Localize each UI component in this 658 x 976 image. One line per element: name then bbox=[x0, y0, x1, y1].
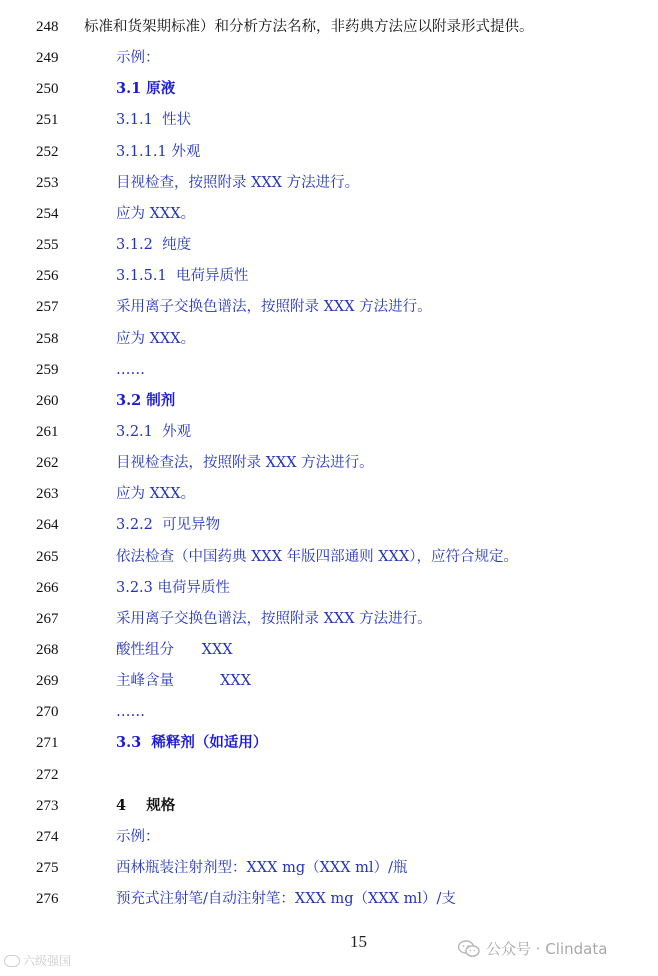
page-number: 15 bbox=[350, 932, 367, 951]
line-text: …… bbox=[116, 704, 145, 721]
line-text: 主峰含量 XXX bbox=[116, 673, 252, 690]
line-number: 262 bbox=[36, 455, 59, 472]
document-line bbox=[0, 140, 658, 164]
document-line bbox=[0, 856, 658, 880]
document-line bbox=[0, 420, 658, 444]
document-line bbox=[0, 451, 658, 475]
line-number: 255 bbox=[36, 237, 59, 254]
line-number: 266 bbox=[36, 579, 59, 596]
document-line bbox=[0, 264, 658, 288]
document-line bbox=[0, 389, 658, 413]
line-number: 248 bbox=[36, 19, 59, 35]
document-line bbox=[0, 171, 658, 195]
document-line bbox=[0, 46, 658, 70]
line-number: 273 bbox=[36, 797, 59, 814]
line-text: 示例： bbox=[116, 50, 160, 67]
document-line bbox=[0, 794, 658, 818]
line-number: 275 bbox=[36, 860, 59, 877]
line-text: 3.1.1 性状 bbox=[116, 112, 192, 129]
line-text: 3.1.2 纯度 bbox=[116, 237, 192, 254]
line-text: 应为 XXX。 bbox=[116, 330, 196, 347]
loop-logo-icon bbox=[4, 955, 20, 967]
line-number: 253 bbox=[36, 174, 59, 191]
line-number: 258 bbox=[36, 330, 59, 347]
line-number: 269 bbox=[36, 673, 59, 690]
line-number: 265 bbox=[36, 548, 59, 565]
line-text: 3.1.5.1 电荷异质性 bbox=[116, 268, 249, 285]
line-number: 254 bbox=[36, 205, 59, 222]
document-line bbox=[0, 825, 658, 849]
document-line bbox=[0, 482, 658, 506]
line-number: 263 bbox=[36, 486, 59, 503]
line-number: 257 bbox=[36, 299, 59, 316]
line-text: 应为 XXX。 bbox=[116, 486, 196, 503]
line-text: 标准和货架期标准）和分析方法名称，非药典方法应以附录形式提供。 bbox=[84, 19, 534, 35]
line-number: 276 bbox=[36, 891, 59, 908]
line-number: 268 bbox=[36, 642, 59, 658]
document-line bbox=[0, 700, 658, 724]
watermark-right bbox=[458, 938, 607, 959]
document-line bbox=[0, 669, 658, 693]
line-number: 260 bbox=[36, 392, 59, 409]
line-number: 264 bbox=[36, 517, 59, 534]
document-line bbox=[0, 545, 658, 569]
document-line bbox=[0, 607, 658, 631]
line-text: 西林瓶装注射剂型：XXX mg（XXX ml）/瓶 bbox=[116, 860, 408, 877]
section-heading: 3.2 制剂 bbox=[116, 391, 176, 409]
document-line bbox=[0, 108, 658, 132]
line-number: 261 bbox=[36, 423, 59, 440]
document-line bbox=[0, 731, 658, 755]
line-number: 271 bbox=[36, 735, 59, 752]
watermark-left bbox=[4, 952, 71, 969]
document-line bbox=[0, 513, 658, 537]
line-text: 酸性组分 XXX bbox=[116, 642, 233, 658]
line-text: 采用离子交换色谱法，按照附录 XXX 方法进行。 bbox=[116, 299, 432, 316]
document-line bbox=[0, 233, 658, 257]
line-number: 270 bbox=[36, 704, 59, 721]
document-line bbox=[0, 15, 658, 39]
line-number: 274 bbox=[36, 828, 59, 845]
line-text: 3.2.1 外观 bbox=[116, 423, 192, 440]
document-line bbox=[0, 638, 658, 662]
line-number: 251 bbox=[36, 112, 59, 129]
document-line bbox=[0, 77, 658, 101]
line-number: 267 bbox=[36, 610, 59, 627]
line-text: 目视检查，按照附录 XXX 方法进行。 bbox=[116, 174, 360, 191]
section-heading: 3.1 原液 bbox=[116, 80, 176, 98]
line-text: 目视检查法，按照附录 XXX 方法进行。 bbox=[116, 455, 374, 472]
line-number: 259 bbox=[36, 361, 59, 378]
document-line bbox=[0, 202, 658, 226]
line-text: 示例： bbox=[116, 828, 160, 845]
wechat-icon bbox=[458, 940, 480, 958]
line-text: …… bbox=[116, 361, 145, 378]
document-line bbox=[0, 295, 658, 319]
line-number: 272 bbox=[36, 766, 59, 783]
document-line bbox=[0, 763, 658, 787]
document-line bbox=[0, 576, 658, 600]
document-line bbox=[0, 887, 658, 911]
line-text: 3.1.1.1 外观 bbox=[116, 143, 201, 160]
line-text: 3.2.3 电荷异质性 bbox=[116, 579, 231, 596]
line-number: 249 bbox=[36, 50, 59, 67]
line-number: 256 bbox=[36, 268, 59, 285]
line-text: 预充式注射笔/自动注射笔：XXX mg（XXX ml）/支 bbox=[116, 891, 456, 908]
line-text: 应为 XXX。 bbox=[116, 205, 196, 222]
watermark-right-text: 公众号 · Clindata bbox=[486, 940, 608, 958]
document-line bbox=[0, 358, 658, 382]
line-text: 采用离子交换色谱法，按照附录 XXX 方法进行。 bbox=[116, 610, 432, 627]
section-heading: 4 规格 bbox=[116, 796, 176, 814]
line-number: 250 bbox=[36, 81, 59, 98]
line-text: 3.2.2 可见异物 bbox=[116, 517, 221, 534]
line-number: 252 bbox=[36, 143, 59, 160]
section-heading: 3.3 稀释剂（如适用） bbox=[116, 734, 268, 752]
line-text: 依法检查（中国药典 XXX 年版四部通则 XXX），应符合规定。 bbox=[116, 548, 519, 565]
document-line bbox=[0, 327, 658, 351]
watermark-left-text: 六级强国 bbox=[23, 954, 72, 968]
